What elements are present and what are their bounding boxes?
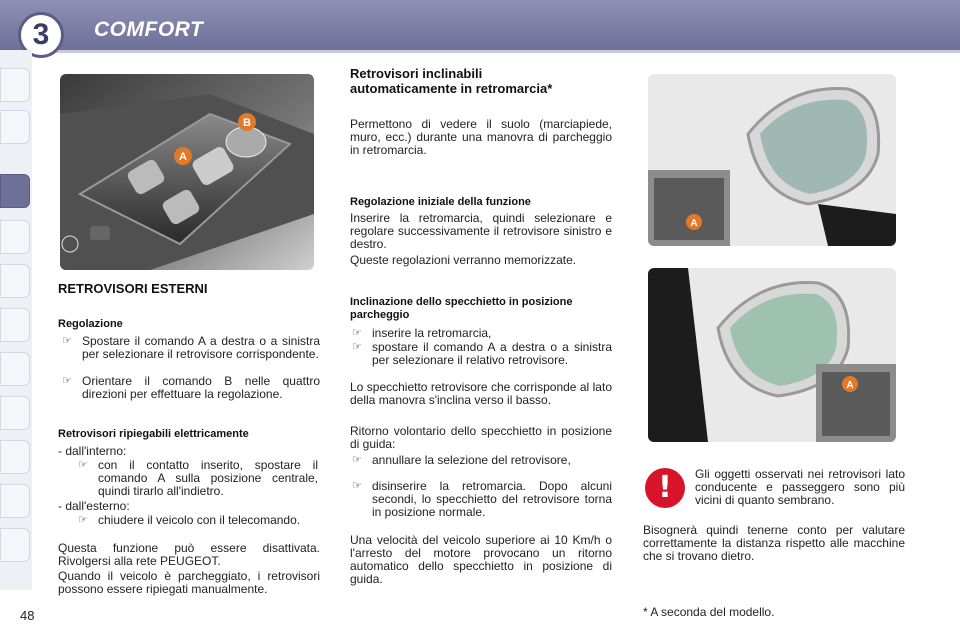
label-a-marker: A [846, 380, 854, 391]
inclinazione-text: Lo specchietto retrovisore che corrisponde al lato della manovra s'inclina verso il basso. [350, 380, 612, 407]
list-item: ☞ con il contatto inserito, spostare il comando A sulla posizione centrale, quindi tirarlo all'indietro. [78, 458, 318, 498]
ripiegabili-heading: Retrovisori ripiegabili elettricamente [58, 428, 249, 440]
list-item: ☞ annullare la selezione del retrovisore, [352, 453, 571, 467]
chapter-tab[interactable] [0, 264, 30, 298]
chapter-tab[interactable] [0, 440, 30, 474]
page-number: 48 [20, 608, 35, 623]
chapter-tab[interactable] [0, 352, 30, 386]
iniziale-heading: Regolazione iniziale della funzione [350, 196, 531, 208]
warning-text: Gli oggetti osservati nei retrovisori lato conducente e passeggero sono più vicini di quanto sembrano. [695, 467, 905, 507]
chapter-tab[interactable] [0, 68, 30, 102]
ritorno-text: Ritorno volontario dello specchietto in posizione di guida: [350, 424, 612, 451]
pointing-hand-icon: ☞ [78, 459, 88, 471]
chapter-tab[interactable] [0, 220, 30, 254]
pointing-hand-icon: ☞ [352, 341, 362, 353]
list-item: ☞ Spostare il comando A a destra o a sinistra per selezionare il retrovisore corrispondente. [62, 334, 320, 361]
footnote: * A seconda del modello. [643, 605, 775, 619]
label-b-marker: B [243, 117, 251, 129]
tilt-intro: Permettono di vedere il suolo (marciapiede, muro, ecc.) durante una manovra di parcheggio in retromarcia. [350, 117, 612, 157]
pointing-hand-icon: ☞ [352, 480, 362, 492]
iniziale-memo: Queste regolazioni verranno memorizzate. [350, 253, 577, 267]
chapter-tab[interactable] [0, 528, 30, 562]
chapter-tab-active[interactable] [0, 174, 30, 208]
pointing-hand-icon: ☞ [78, 514, 88, 526]
door-controls-photo [60, 74, 314, 270]
list-item: ☞ Orientare il comando B nelle quattro direzioni per effettuare la regolazione. [62, 374, 320, 401]
pointing-hand-icon: ☞ [352, 454, 362, 466]
list-item: ☞ disinserire la retromarcia. Dopo alcuni secondi, lo specchietto del retrovisore torna in posizione normale. [352, 479, 612, 519]
label-a-marker: A [179, 151, 187, 163]
chapter-tab[interactable] [0, 110, 30, 144]
chapter-sidebar [0, 50, 32, 590]
header-divider [0, 50, 960, 53]
inclinazione-heading: Inclinazione dello specchietto in posizione parcheggio [350, 296, 573, 321]
chapter-tab[interactable] [0, 308, 30, 342]
list-item: ☞ spostare il comando A a destra o a sinistra per selezionare il relativo retrovisore. [352, 340, 612, 367]
mirror-photo-1 [648, 74, 896, 246]
pointing-hand-icon: ☞ [62, 375, 72, 387]
tilt-mirror-title: Retrovisori inclinabili automaticamente in retromarcia* [350, 66, 553, 96]
interno-label: - dall'interno: [58, 444, 127, 458]
list-item: ☞ chiudere il veicolo con il telecomando. [78, 513, 301, 527]
list-item: ☞ inserire la retromarcia, [352, 326, 492, 340]
section-title: RETROVISORI ESTERNI [58, 281, 208, 296]
chapter-number-badge: 3 [18, 12, 64, 58]
regolazione-heading: Regolazione [58, 318, 123, 330]
chapter-tab[interactable] [0, 484, 30, 518]
esterno-label: - dall'esterno: [58, 499, 130, 513]
mirror-photo-2 [648, 268, 896, 442]
label-a-marker: A [690, 218, 698, 229]
pointing-hand-icon: ☞ [62, 335, 72, 347]
parked-note: Quando il veicolo è parcheggiato, i retrovisori possono essere ripiegati manualmente. [58, 569, 320, 596]
pointing-hand-icon: ☞ [352, 327, 362, 339]
chapter-title: COMFORT [94, 18, 204, 41]
warning-icon: ! [645, 468, 685, 508]
speed-text: Una velocità del veicolo superiore ai 10 Km/h o l'arresto del motore provocano un ritorno automatico dello specchietto in posizione di guida. [350, 533, 612, 586]
caution-text: Bisognerà quindi tenerne conto per valutare correttamente la distanza rispetto alle macchine che si trovano dietro. [643, 523, 905, 563]
disable-note: Questa funzione può essere disattivata. Rivolgersi alla rete PEUGEOT. [58, 541, 320, 568]
chapter-tab[interactable] [0, 396, 30, 430]
iniziale-text: Inserire la retromarcia, quindi selezionare e regolare successivamente il retrovisore sinistro e destro. [350, 211, 612, 251]
